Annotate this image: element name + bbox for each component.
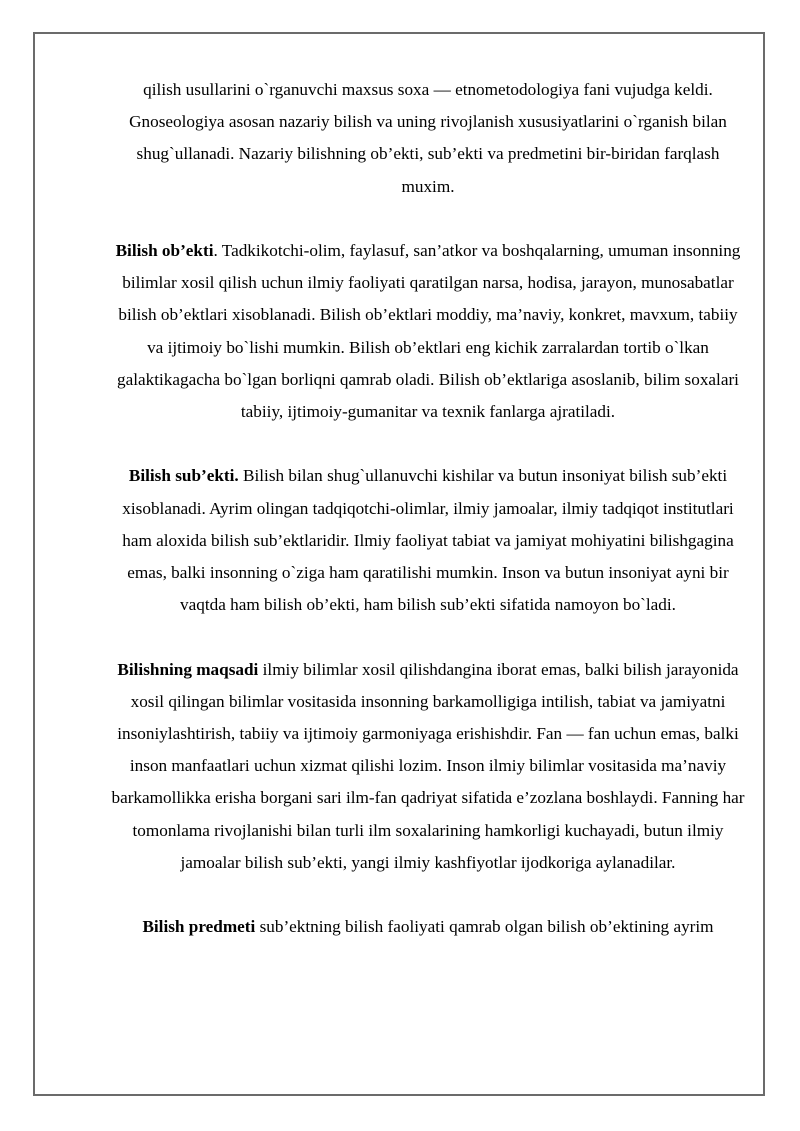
- paragraph-bilish-obekti-text: . Tadkikotchi-olim, faylasuf, san’atkor va boshqalarning, umuman insonning bilimlar xosil qilish uchun ilmiy faoliyati qaratilgan narsa, hodisa, jarayon, munosabatlar bilish ob’ektlari xisoblanadi. Bilish ob’ektlari moddiy, ma’naviy, konkret, mavxum, tabiiy va ijtimoiy bo`lishi mumkin. Bilish ob’ektlari eng kichik zarralardan tortib o`lkan galaktikagacha bo`lgan borliqni qamrab oladi. Bilish ob’ektlariga asoslanib, bilim soxalari tabiiy, ijtimoiy-gumanitar va texnik fanlarga ajratiladi.: [117, 241, 741, 422]
- paragraph-bilish-subekti-heading: Bilish sub’ekti.: [128, 466, 239, 486]
- paragraph-bilish-obekti-heading: Bilish ob’ekti: [115, 241, 214, 260]
- paragraph-intro-text: qilish usullarini o`rganuvchi maxsus soxa — etnometodologiya fani vujudga keldi. Gnoseologiya asosan nazariy bilish va uning rivojlanish xususiyatlarini o`rganish bilan shug`ullanadi. Nazariy bilishning ob’ekti, sub’ekti va predmetini bir-biridan farqlash muxim.: [129, 80, 727, 196]
- paragraph-bilishning-maqsadi-text: ilmiy bilimlar xosil qilishdangina iborat emas, balki bilish jarayonida xosil qilingan bilimlar vositasida insonning barkamolligiga intilish, tabiat va jamiyatni insoniylashtirish, tabiiy va ijtimoiy garmoniyaga erishishdir. Fan — fan uchun emas, balki inson manfaatlari uchun xizmat qilishi lozim. Inson ilmiy bilimlar vositasida ma’naviy barkamollikka erisha borgani sari ilm-fan qadriyat sifatida e’zozlana boshlaydi. Fanning har tomonlama rivojlanishi bilan turli ilm soxalarining hamkorligi kuchayadi, butun ilmiy jamoalar bilish sub’ekti, yangi ilmiy kashfiyotlar ijodkoriga aylanadilar.: [111, 659, 745, 872]
- paragraph-bilishning-maqsadi: [110, 654, 746, 879]
- paragraph-bilish-subekti: [110, 460, 746, 621]
- paragraph-bilishning-maqsadi-heading: Bilishning maqsadi: [117, 659, 259, 679]
- paragraph-bilish-predmeti-heading: Bilish predmeti: [142, 917, 256, 937]
- paragraph-bilish-predmeti: [110, 911, 746, 943]
- paragraph-bilish-subekti-text: Bilish bilan shug`ullanuvchi kishilar va butun insoniyat bilish sub’ekti xisoblanadi. Ayrim olingan tadqiqotchi-olimlar, ilmiy jamoalar, ilmiy tadqiqot institutlari ham aloxida bilish sub’ektlaridir. Ilmiy faoliyat tabiat va jamiyat mohiyatini bilishgagina emas, balki insonning o`ziga ham qaratilishi mumkin. Inson va butun insoniyat ayni bir vaqtda ham bilish ob’ekti, ham bilish sub’ekti sifatida namoyon bo`ladi.: [122, 466, 734, 615]
- paragraph-bilish-obekti: [110, 235, 746, 428]
- paragraph-bilish-predmeti-text: sub’ektning bilish faoliyati qamrab olgan bilish ob’ektining ayrim: [255, 917, 714, 937]
- paragraph-intro: [110, 74, 746, 203]
- document-body: [110, 74, 746, 943]
